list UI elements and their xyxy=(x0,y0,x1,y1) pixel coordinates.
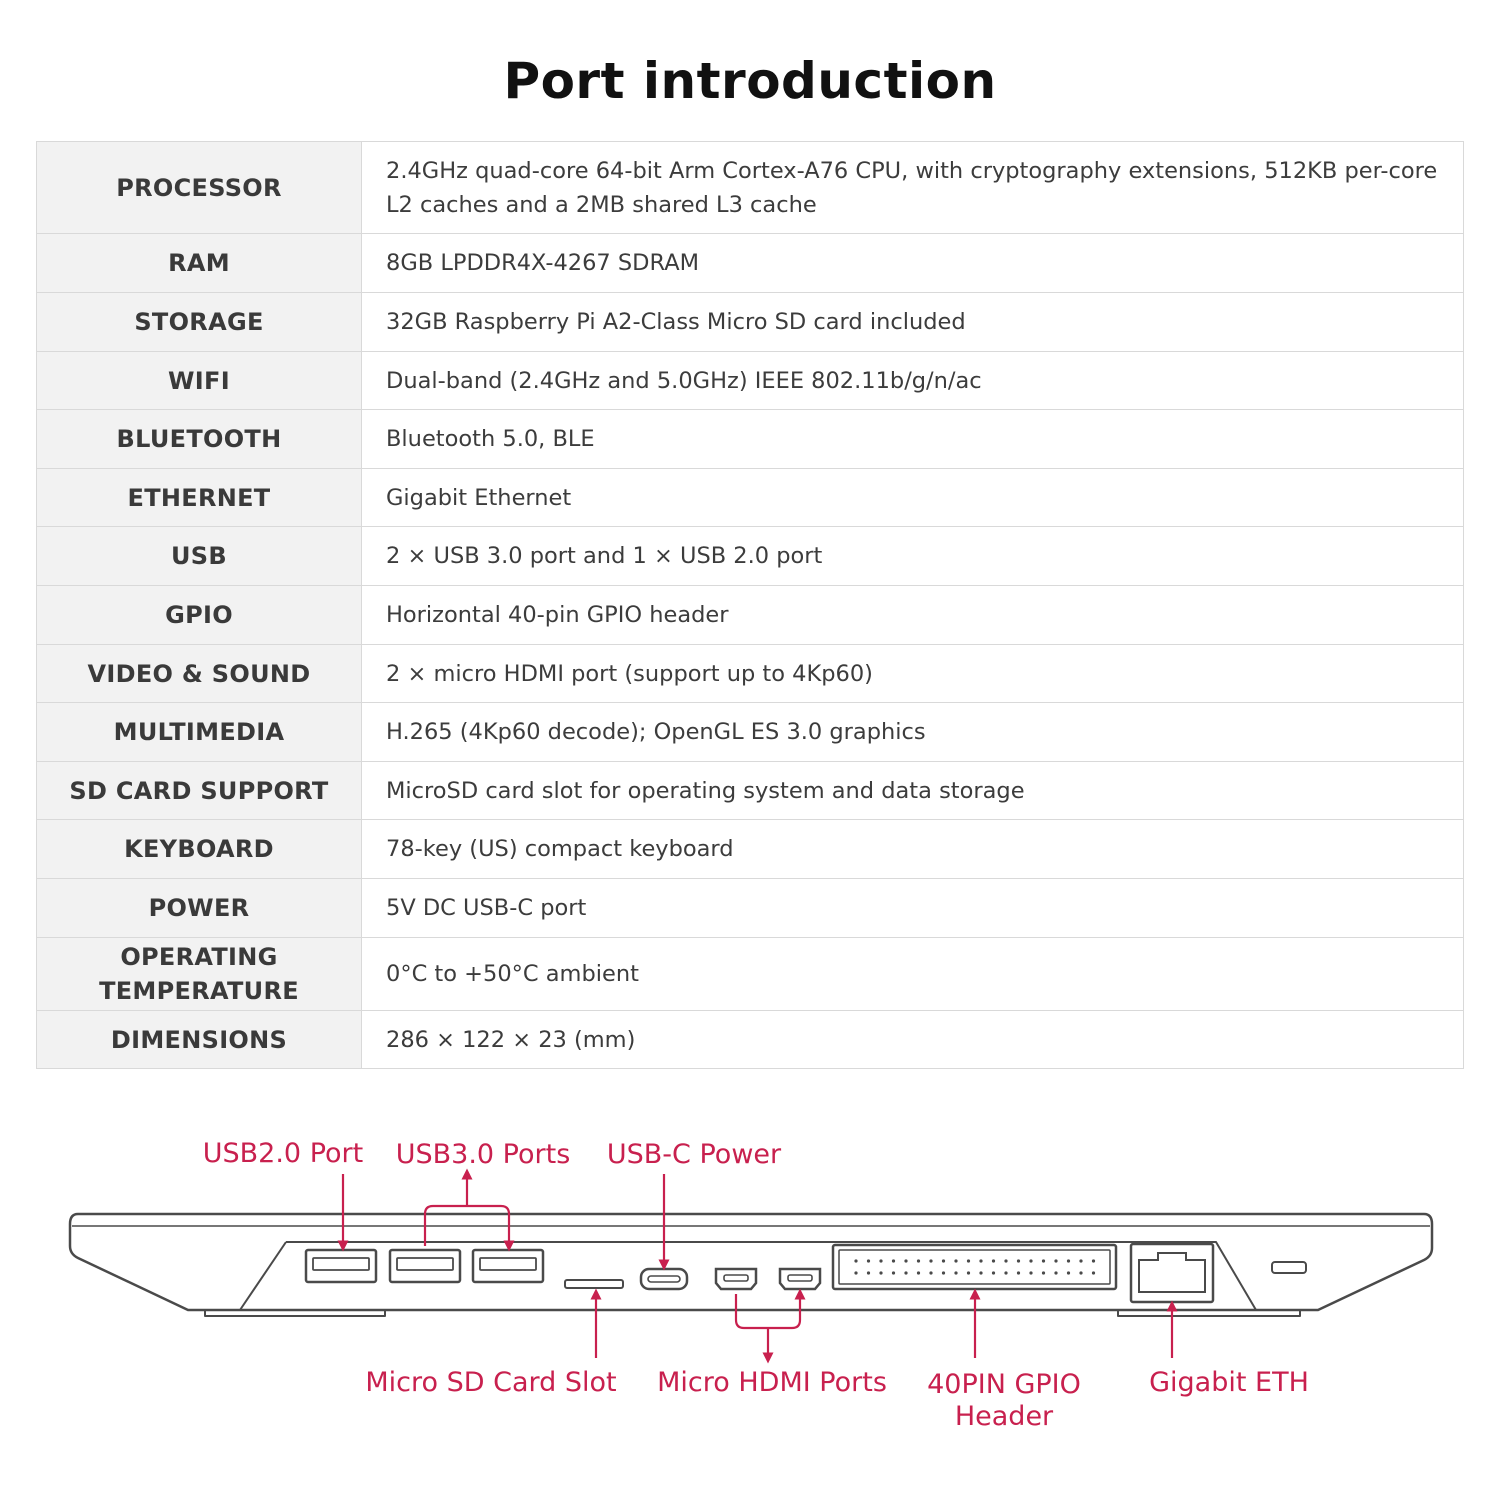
spec-label: ETHERNET xyxy=(37,469,362,527)
gpio-pin xyxy=(1079,1271,1082,1274)
spec-value: 286 × 122 × 23 (mm) xyxy=(362,1011,1464,1069)
gpio-pin xyxy=(892,1271,895,1274)
spec-value: 78-key (US) compact keyboard xyxy=(362,820,1464,879)
gpio-pin xyxy=(1042,1259,1045,1262)
gpio-pin xyxy=(1042,1271,1045,1274)
gpio-pin xyxy=(879,1271,882,1274)
spec-value: H.265 (4Kp60 decode); OpenGL ES 3.0 graphics xyxy=(362,703,1464,762)
micro-hdmi-port xyxy=(716,1269,756,1289)
gpio-pin xyxy=(867,1259,870,1262)
gpio-pin xyxy=(917,1271,920,1274)
spec-value: Dual-band (2.4GHz and 5.0GHz) IEEE 802.11b/g/n/ac xyxy=(362,352,1464,410)
gpio-callout-line2: Header xyxy=(954,1401,1054,1432)
gpio-callout-line1: 40PIN GPIO xyxy=(927,1369,1081,1400)
spec-row-bluetooth xyxy=(37,410,1464,469)
micro-hdmi-port xyxy=(780,1269,820,1289)
spec-row-ram xyxy=(37,234,1464,293)
gpio-pin xyxy=(854,1259,857,1262)
spec-label: SD CARD SUPPORT xyxy=(37,762,362,820)
gpio-pin xyxy=(904,1271,907,1274)
spec-label: GPIO xyxy=(37,586,362,645)
gpio-pin xyxy=(1092,1259,1095,1262)
spec-row-power xyxy=(37,879,1464,938)
spec-row-dimensions xyxy=(37,1011,1464,1069)
gpio-pin xyxy=(1017,1271,1020,1274)
spec-value: Horizontal 40-pin GPIO header xyxy=(362,586,1464,645)
spec-value: 0°C to +50°C ambient xyxy=(362,938,1464,1011)
hdmi-callout: Micro HDMI Ports xyxy=(657,1367,887,1398)
gpio-pin xyxy=(904,1259,907,1262)
gpio-pin xyxy=(954,1271,957,1274)
spec-row-keyboard xyxy=(37,820,1464,879)
hdmi-callout-line xyxy=(736,1294,800,1358)
spec-label: KEYBOARD xyxy=(37,820,362,879)
gpio-pin xyxy=(954,1259,957,1262)
spec-label: USB xyxy=(37,527,362,586)
usbc-callout: USB-C Power xyxy=(606,1139,782,1170)
spec-row-ethernet xyxy=(37,469,1464,527)
spec-value: 2 × USB 3.0 port and 1 × USB 2.0 port xyxy=(362,527,1464,586)
microsd-callout: Micro SD Card Slot xyxy=(365,1367,617,1398)
spec-value: Gigabit Ethernet xyxy=(362,469,1464,527)
spec-value: 8GB LPDDR4X-4267 SDRAM xyxy=(362,234,1464,293)
usb3-port xyxy=(473,1250,543,1282)
spec-label: OPERATING TEMPERATURE xyxy=(37,938,362,1011)
gpio-pin xyxy=(979,1259,982,1262)
gpio-pin xyxy=(979,1271,982,1274)
gpio-pin xyxy=(892,1259,895,1262)
gpio-pin xyxy=(879,1259,882,1262)
spec-row-usb xyxy=(37,527,1464,586)
gpio-pin xyxy=(1092,1271,1095,1274)
spec-row-processor xyxy=(37,142,1464,234)
gpio-pin xyxy=(1079,1259,1082,1262)
spec-label: DIMENSIONS xyxy=(37,1011,362,1069)
spec-label: POWER xyxy=(37,879,362,938)
gpio-header xyxy=(833,1245,1116,1289)
spec-row-sd-card-support xyxy=(37,762,1464,820)
gpio-pins xyxy=(854,1259,1095,1274)
gpio-pin xyxy=(1029,1259,1032,1262)
spec-label: STORAGE xyxy=(37,293,362,352)
gpio-pin xyxy=(1029,1271,1032,1274)
usb3-port xyxy=(390,1250,460,1282)
usb2-port xyxy=(306,1250,376,1282)
gpio-pin xyxy=(1054,1259,1057,1262)
gpio-pin xyxy=(942,1271,945,1274)
spec-row-multimedia xyxy=(37,703,1464,762)
spec-row-video-sound xyxy=(37,645,1464,703)
spec-value: Bluetooth 5.0, BLE xyxy=(362,410,1464,469)
gpio-pin xyxy=(929,1271,932,1274)
microsd-slot xyxy=(565,1280,623,1288)
usbc-port xyxy=(641,1269,687,1289)
spec-value: 2 × micro HDMI port (support up to 4Kp60) xyxy=(362,645,1464,703)
gpio-pin xyxy=(1054,1271,1057,1274)
gpio-pin xyxy=(1067,1259,1070,1262)
ethernet-port xyxy=(1131,1244,1213,1302)
gpio-pin xyxy=(1017,1259,1020,1262)
gpio-pin xyxy=(992,1271,995,1274)
spec-value: MicroSD card slot for operating system and data storage xyxy=(362,762,1464,820)
keyboard-side-body xyxy=(70,1214,1432,1316)
usb3-callout-line xyxy=(425,1174,509,1246)
usb3-callout: USB3.0 Ports xyxy=(395,1139,571,1170)
spec-row-gpio xyxy=(37,586,1464,645)
status-indicator xyxy=(1272,1262,1306,1273)
gpio-pin xyxy=(1004,1271,1007,1274)
spec-value: 2.4GHz quad-core 64-bit Arm Cortex-A76 CPU, with cryptography extensions, 512KB per-core L2 caches and a 2MB shared L3 cache xyxy=(362,142,1464,234)
spec-label: PROCESSOR xyxy=(37,142,362,234)
gpio-pin xyxy=(1004,1259,1007,1262)
gpio-pin xyxy=(854,1271,857,1274)
spec-row-storage xyxy=(37,293,1464,352)
gpio-pin xyxy=(942,1259,945,1262)
spec-row-wifi xyxy=(37,352,1464,410)
spec-row-operating-temperature xyxy=(37,938,1464,1011)
spec-label: WIFI xyxy=(37,352,362,410)
spec-label: BLUETOOTH xyxy=(37,410,362,469)
spec-label: RAM xyxy=(37,234,362,293)
spec-value: 5V DC USB-C port xyxy=(362,879,1464,938)
gpio-pin xyxy=(967,1259,970,1262)
eth-callout: Gigabit ETH xyxy=(1149,1367,1309,1398)
spec-table xyxy=(36,141,1464,1069)
page-title: Port introduction xyxy=(503,52,997,110)
usb2-callout: USB2.0 Port xyxy=(202,1138,364,1169)
gpio-pin xyxy=(967,1271,970,1274)
gpio-pin xyxy=(992,1259,995,1262)
spec-label: VIDEO & SOUND xyxy=(37,645,362,703)
gpio-pin xyxy=(917,1259,920,1262)
gpio-pin xyxy=(867,1271,870,1274)
gpio-pin xyxy=(929,1259,932,1262)
port-diagram xyxy=(0,1090,1500,1500)
gpio-pin xyxy=(1067,1271,1070,1274)
spec-value: 32GB Raspberry Pi A2-Class Micro SD card included xyxy=(362,293,1464,352)
spec-label: MULTIMEDIA xyxy=(37,703,362,762)
